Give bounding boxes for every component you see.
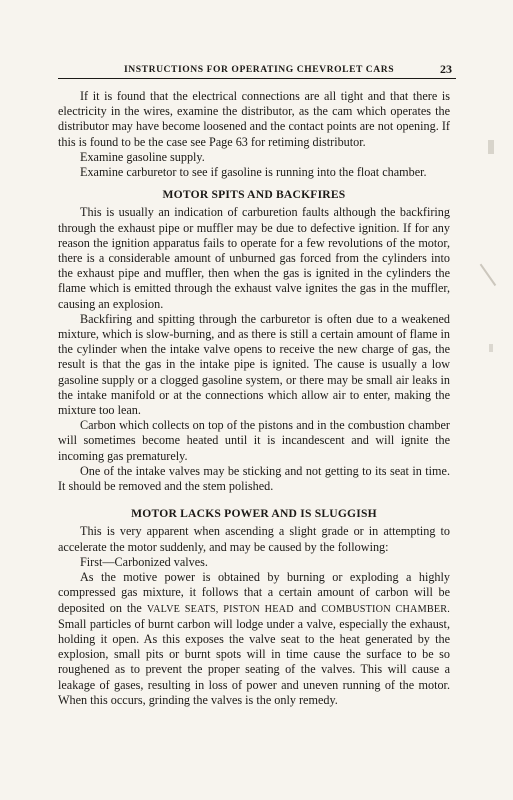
paragraph: One of the intake valves may be sticking and not getting to its seat in time. It should be removed and the stem polished. [58,463,450,494]
section-heading: MOTOR LACKS POWER AND IS SLUGGISH [131,507,377,521]
paragraph: This is usually an indication of carburetion faults although the backfiring through the exhaust pipe or muffler may be due to defective ignition. If for any reason the ignition apparatus fails to operate for a few revolutions of the motor, there is a considerable amount of unburned gas forced from the cylinders into the exhaust pipe and muffler, then when the gas is ignited in the cylinders the flame which is emitted through the exhaust valve ignites the gas in the muffler, causing an explosion. [58,205,450,311]
body-text [58,89,450,708]
running-header-title: INSTRUCTIONS FOR OPERATING CHEVROLET CARS [124,64,395,75]
text-run: and [298,600,317,615]
paragraph [58,570,450,708]
small-caps-term: VALVE SEATS, PISTON HEAD [146,603,294,615]
small-caps-term: COMBUSTION CHAMBER. [321,603,451,615]
paragraph: Carbon which collects on top of the pistons and in the combustion chamber will sometimes become heated until it is incandescent and will ignite the incoming gas prematurely. [58,418,450,463]
section-heading: MOTOR SPITS AND BACKFIRES [162,188,346,202]
paragraph: First—Carbonized valves. [80,554,208,569]
text-run: As the motive power is obtained by burning or exploding a highly compressed gas mixture, it follows that a certain amount of carbon will be deposited on the [58,570,450,615]
paragraph: Backfiring and spitting through the carburetor is often due to a weakened mixture, which is slow-burning, and as there is still a certain amount of flame in the cylinder when the intake valve opens to receive the new charge of gas, the result is that the gas in the intake pipe is ignited. The cause is usually a low gasoline supply or a clogged gasoline system, or there may be small air leaks in the intake manifold or at the connections which allow air to enter, making the mixture too lean. [58,311,450,418]
paragraph: If it is found that the electrical connections are all tight and that there is electricity in the wires, examine the distributor, as the cam which operates the distributor may have become loosened and the contact points are not opening. If this is found to be the case see Page 63 for retiming distributor. [58,89,450,149]
paragraph: Examine gasoline supply. [80,149,205,164]
page-blemish [489,344,493,352]
page-blemish [480,264,496,286]
running-header [58,62,456,79]
paragraph: Examine carburetor to see if gasoline is running into the float chamber. [80,165,427,180]
page-blemish [488,140,494,154]
page-number: 23 [440,62,452,76]
paragraph: This is very apparent when ascending a slight grade or in attempting to accelerate the motor suddenly, and may be caused by the following: [58,524,450,554]
text-run: Small particles of burnt carbon will lodge under a valve, especially the exhaust, holding it open. As this exposes the valve seat to the heat generated by the explosion, small pits or burnt spots will in time cause the surface to be so roughened as to prevent the proper seating of the valves. This will cause a leakage of gases, resulting in loss of power and uneven running of the motor. When this occurs, grinding the valves is the only remedy. [58,616,450,707]
